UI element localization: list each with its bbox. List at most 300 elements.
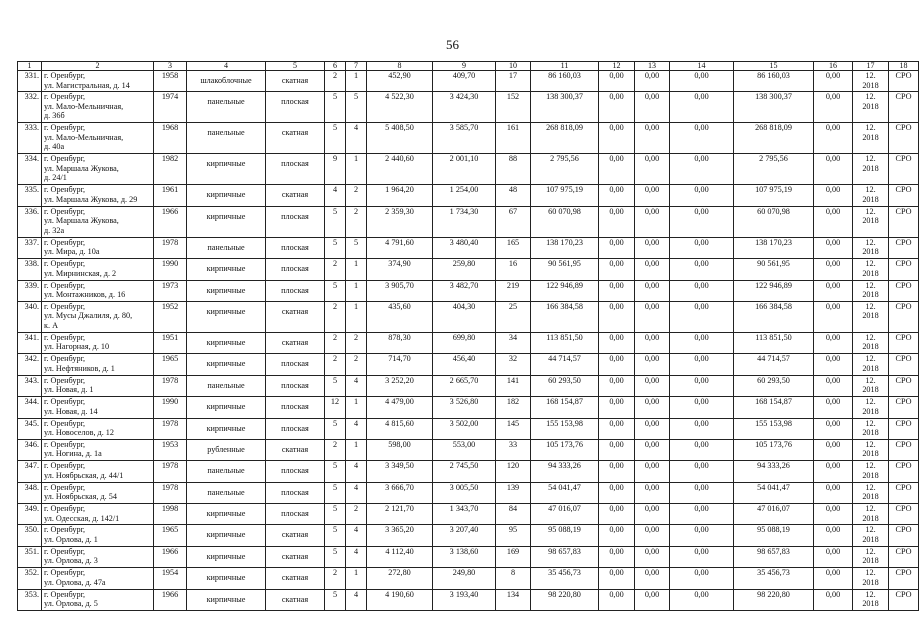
cell-z2: 0,00	[635, 525, 670, 546]
cell-line: ул. Новая, д. 14	[44, 406, 98, 416]
cell-term	[853, 301, 889, 332]
cell-n: 333.	[18, 123, 42, 154]
cell-line: 12.	[865, 418, 876, 428]
cell-line: 2018	[862, 513, 879, 523]
cell-cost: 98 657,83	[531, 546, 599, 567]
cell-addr	[42, 397, 154, 418]
cell-line: ул. Мира, д. 10а	[44, 247, 100, 257]
cell-z1: 0,00	[599, 92, 635, 123]
cell-term	[853, 439, 889, 460]
cell-cost: 268 818,09	[531, 123, 599, 154]
column-header: 5	[266, 62, 325, 71]
cell-src: СРО	[889, 397, 919, 418]
cell-ent: 2	[346, 354, 367, 375]
cell-wall: кирпичные	[187, 354, 266, 375]
cell-line: 12.	[865, 206, 876, 216]
cell-cost2: 107 975,19	[734, 185, 814, 206]
cell-wall: панельные	[187, 123, 266, 154]
cell-src: СРО	[889, 568, 919, 589]
table-row	[18, 461, 919, 482]
cell-floors: 5	[325, 482, 346, 503]
cell-line: г. Оренбург,	[44, 568, 86, 578]
cell-a1: 3 666,70	[367, 482, 433, 503]
cell-cost: 54 041,47	[531, 482, 599, 503]
cell-year: 1952	[154, 301, 187, 332]
cell-z4: 0,00	[814, 546, 853, 567]
cell-a1: 4 479,00	[367, 397, 433, 418]
cell-a2: 404,30	[433, 301, 496, 332]
cell-z2: 0,00	[635, 418, 670, 439]
cell-line: ул. Мирнинская, д. 2	[44, 268, 117, 278]
cell-z3: 0,00	[670, 546, 734, 567]
column-header: 1	[18, 62, 42, 71]
cell-people: 165	[496, 237, 531, 258]
cell-roof: скатная	[266, 123, 325, 154]
cell-roof: скатная	[266, 439, 325, 460]
cell-term	[853, 589, 889, 610]
cell-line: ул. Мусы Джалиля, д. 80,	[44, 311, 133, 321]
column-header: 7	[346, 62, 367, 71]
cell-people: 161	[496, 123, 531, 154]
table-row	[18, 301, 919, 332]
cell-year: 1968	[154, 123, 187, 154]
cell-year: 1974	[154, 92, 187, 123]
cell-a2: 249,80	[433, 568, 496, 589]
cell-roof: плоская	[266, 206, 325, 237]
cell-addr	[42, 375, 154, 396]
cell-people: 120	[496, 461, 531, 482]
cell-line: 12.	[865, 482, 876, 492]
cell-cost2: 2 795,56	[734, 154, 814, 185]
cell-z4: 0,00	[814, 589, 853, 610]
cell-line: 12.	[865, 301, 876, 311]
cell-z3: 0,00	[670, 92, 734, 123]
cell-z1: 0,00	[599, 397, 635, 418]
cell-roof: скатная	[266, 525, 325, 546]
cell-wall: кирпичные	[187, 301, 266, 332]
cell-line: д. 36б	[44, 111, 65, 121]
cell-z2: 0,00	[635, 397, 670, 418]
cell-n: 347.	[18, 461, 42, 482]
cell-line: 2018	[862, 163, 879, 173]
cell-z2: 0,00	[635, 206, 670, 237]
cell-floors: 2	[325, 439, 346, 460]
cell-src: СРО	[889, 482, 919, 503]
cell-z1: 0,00	[599, 280, 635, 301]
cell-people: 25	[496, 301, 531, 332]
cell-z3: 0,00	[670, 123, 734, 154]
cell-line: г. Оренбург,	[44, 354, 86, 364]
cell-a1: 5 408,50	[367, 123, 433, 154]
cell-ent: 4	[346, 123, 367, 154]
cell-z4: 0,00	[814, 259, 853, 280]
cell-src: СРО	[889, 123, 919, 154]
cell-n: 339.	[18, 280, 42, 301]
cell-line: 2018	[862, 470, 879, 480]
cell-a2: 456,40	[433, 354, 496, 375]
cell-wall: панельные	[187, 461, 266, 482]
cell-year: 1978	[154, 482, 187, 503]
cell-z4: 0,00	[814, 71, 853, 92]
cell-addr	[42, 568, 154, 589]
table-row	[18, 525, 919, 546]
cell-line: г. Оренбург,	[44, 546, 86, 556]
cell-cost: 47 016,07	[531, 504, 599, 525]
cell-z4: 0,00	[814, 568, 853, 589]
cell-z3: 0,00	[670, 439, 734, 460]
cell-line: ул. Нагорная, д. 10	[44, 342, 110, 352]
column-header: 16	[814, 62, 853, 71]
cell-cost2: 44 714,57	[734, 354, 814, 375]
cell-z2: 0,00	[635, 92, 670, 123]
column-header: 13	[635, 62, 670, 71]
cell-n: 352.	[18, 568, 42, 589]
cell-z1: 0,00	[599, 504, 635, 525]
cell-year: 1990	[154, 397, 187, 418]
cell-a1: 4 815,60	[367, 418, 433, 439]
cell-cost: 105 173,76	[531, 439, 599, 460]
cell-line: 12.	[865, 154, 876, 164]
cell-roof: скатная	[266, 71, 325, 92]
table-row	[18, 568, 919, 589]
column-header: 3	[154, 62, 187, 71]
cell-z4: 0,00	[814, 354, 853, 375]
cell-floors: 2	[325, 568, 346, 589]
cell-cost: 90 561,95	[531, 259, 599, 280]
cell-line: г. Оренбург,	[44, 237, 86, 247]
cell-wall: рубленные	[187, 439, 266, 460]
cell-line: 12.	[865, 375, 876, 385]
cell-floors: 5	[325, 280, 346, 301]
cell-cost2: 166 384,58	[734, 301, 814, 332]
cell-z2: 0,00	[635, 589, 670, 610]
cell-people: 152	[496, 92, 531, 123]
cell-line: ул. Монтажников, д. 16	[44, 290, 126, 300]
cell-ent: 4	[346, 418, 367, 439]
cell-n: 349.	[18, 504, 42, 525]
cell-a2: 3 526,80	[433, 397, 496, 418]
cell-line: ул. Орлова, д. 47а	[44, 577, 106, 587]
cell-src: СРО	[889, 92, 919, 123]
cell-year: 1982	[154, 154, 187, 185]
cell-wall: кирпичные	[187, 206, 266, 237]
cell-src: СРО	[889, 154, 919, 185]
cell-src: СРО	[889, 71, 919, 92]
cell-line: 12.	[865, 92, 876, 102]
table-row	[18, 418, 919, 439]
cell-line: ул. Орлова, д. 5	[44, 599, 98, 609]
cell-line: 2018	[862, 556, 879, 566]
cell-z2: 0,00	[635, 123, 670, 154]
cell-people: 33	[496, 439, 531, 460]
cell-wall: панельные	[187, 92, 266, 123]
cell-line: г. Оренбург,	[44, 504, 86, 514]
cell-line: ул. Нефтяников, д. 1	[44, 363, 115, 373]
cell-line: 2018	[862, 599, 879, 609]
cell-line: ул. Маршала Жукова, д. 29	[44, 194, 138, 204]
cell-cost2: 168 154,87	[734, 397, 814, 418]
cell-wall: кирпичные	[187, 568, 266, 589]
cell-cost2: 268 818,09	[734, 123, 814, 154]
cell-z3: 0,00	[670, 482, 734, 503]
cell-z2: 0,00	[635, 354, 670, 375]
cell-src: СРО	[889, 332, 919, 353]
cell-term	[853, 123, 889, 154]
cell-year: 1951	[154, 332, 187, 353]
cell-cost2: 113 851,50	[734, 332, 814, 353]
cell-z4: 0,00	[814, 439, 853, 460]
table-row	[18, 154, 919, 185]
cell-z1: 0,00	[599, 375, 635, 396]
cell-term	[853, 397, 889, 418]
cell-src: СРО	[889, 301, 919, 332]
cell-line: 12.	[865, 439, 876, 449]
cell-line: г. Оренбург,	[44, 206, 86, 216]
cell-src: СРО	[889, 280, 919, 301]
cell-people: 141	[496, 375, 531, 396]
cell-a1: 4 112,40	[367, 546, 433, 567]
cell-people: 8	[496, 568, 531, 589]
cell-n: 345.	[18, 418, 42, 439]
cell-cost: 35 456,73	[531, 568, 599, 589]
cell-year: 1966	[154, 546, 187, 567]
cell-cost: 168 154,87	[531, 397, 599, 418]
cell-addr	[42, 589, 154, 610]
cell-floors: 5	[325, 237, 346, 258]
table-row	[18, 589, 919, 610]
cell-n: 337.	[18, 237, 42, 258]
cell-addr	[42, 71, 154, 92]
cell-roof: плоская	[266, 259, 325, 280]
cell-term	[853, 546, 889, 567]
cell-ent: 1	[346, 280, 367, 301]
cell-people: 16	[496, 259, 531, 280]
cell-src: СРО	[889, 259, 919, 280]
cell-addr	[42, 461, 154, 482]
cell-z4: 0,00	[814, 397, 853, 418]
cell-line: 2018	[862, 363, 879, 373]
cell-addr	[42, 354, 154, 375]
cell-line: г. Оренбург,	[44, 123, 86, 133]
housing-table	[17, 61, 919, 611]
cell-z4: 0,00	[814, 301, 853, 332]
cell-z1: 0,00	[599, 237, 635, 258]
cell-addr	[42, 206, 154, 237]
cell-ent: 2	[346, 504, 367, 525]
cell-z1: 0,00	[599, 589, 635, 610]
cell-cost2: 94 333,26	[734, 461, 814, 482]
cell-term	[853, 375, 889, 396]
cell-year: 1954	[154, 568, 187, 589]
cell-addr	[42, 504, 154, 525]
cell-ent: 1	[346, 439, 367, 460]
cell-term	[853, 461, 889, 482]
cell-wall: панельные	[187, 482, 266, 503]
cell-year: 1990	[154, 259, 187, 280]
column-header: 18	[889, 62, 919, 71]
cell-z3: 0,00	[670, 280, 734, 301]
cell-z4: 0,00	[814, 418, 853, 439]
cell-z1: 0,00	[599, 71, 635, 92]
cell-z3: 0,00	[670, 237, 734, 258]
cell-z4: 0,00	[814, 525, 853, 546]
cell-a2: 3 207,40	[433, 525, 496, 546]
cell-n: 335.	[18, 185, 42, 206]
cell-cost: 60 293,50	[531, 375, 599, 396]
cell-wall: кирпичные	[187, 280, 266, 301]
cell-term	[853, 504, 889, 525]
cell-floors: 5	[325, 418, 346, 439]
cell-line: 12.	[865, 546, 876, 556]
cell-z4: 0,00	[814, 206, 853, 237]
cell-z2: 0,00	[635, 332, 670, 353]
cell-a2: 3 138,60	[433, 546, 496, 567]
cell-floors: 2	[325, 301, 346, 332]
cell-cost: 60 070,98	[531, 206, 599, 237]
cell-z4: 0,00	[814, 154, 853, 185]
cell-wall: кирпичные	[187, 185, 266, 206]
cell-ent: 2	[346, 332, 367, 353]
cell-z1: 0,00	[599, 259, 635, 280]
cell-z3: 0,00	[670, 418, 734, 439]
cell-year: 1978	[154, 237, 187, 258]
cell-people: 48	[496, 185, 531, 206]
cell-src: СРО	[889, 461, 919, 482]
cell-addr	[42, 237, 154, 258]
cell-z1: 0,00	[599, 332, 635, 353]
cell-z3: 0,00	[670, 354, 734, 375]
cell-line: 12.	[865, 237, 876, 247]
cell-year: 1961	[154, 185, 187, 206]
cell-src: СРО	[889, 375, 919, 396]
column-header: 2	[42, 62, 154, 71]
cell-z1: 0,00	[599, 185, 635, 206]
cell-line: 12.	[865, 123, 876, 133]
cell-year: 1958	[154, 71, 187, 92]
cell-cost2: 54 041,47	[734, 482, 814, 503]
cell-line: г. Оренбург,	[44, 375, 86, 385]
cell-cost: 122 946,89	[531, 280, 599, 301]
table-row	[18, 92, 919, 123]
cell-n: 342.	[18, 354, 42, 375]
cell-term	[853, 568, 889, 589]
cell-line: г. Оренбург,	[44, 185, 86, 195]
cell-roof: скатная	[266, 332, 325, 353]
cell-ent: 2	[346, 185, 367, 206]
table-row	[18, 259, 919, 280]
cell-ent: 5	[346, 92, 367, 123]
cell-z1: 0,00	[599, 154, 635, 185]
cell-z1: 0,00	[599, 123, 635, 154]
cell-line: 2018	[862, 342, 879, 352]
cell-cost: 166 384,58	[531, 301, 599, 332]
cell-ent: 4	[346, 525, 367, 546]
cell-term	[853, 71, 889, 92]
cell-n: 334.	[18, 154, 42, 185]
cell-cost2: 138 300,37	[734, 92, 814, 123]
cell-wall: кирпичные	[187, 418, 266, 439]
cell-roof: плоская	[266, 375, 325, 396]
cell-people: 67	[496, 206, 531, 237]
cell-a2: 553,00	[433, 439, 496, 460]
cell-line: 2018	[862, 449, 879, 459]
cell-cost: 95 088,19	[531, 525, 599, 546]
cell-addr	[42, 546, 154, 567]
cell-z2: 0,00	[635, 482, 670, 503]
cell-cost2: 155 153,98	[734, 418, 814, 439]
cell-line: д. 40а	[44, 142, 65, 152]
cell-cost2: 47 016,07	[734, 504, 814, 525]
cell-floors: 2	[325, 259, 346, 280]
cell-z4: 0,00	[814, 482, 853, 503]
cell-line: 2018	[862, 385, 879, 395]
cell-term	[853, 332, 889, 353]
cell-line: 2018	[862, 577, 879, 587]
column-header: 9	[433, 62, 496, 71]
cell-z3: 0,00	[670, 154, 734, 185]
cell-z2: 0,00	[635, 375, 670, 396]
cell-line: ул. Новая, д. 1	[44, 385, 94, 395]
cell-floors: 5	[325, 525, 346, 546]
cell-addr	[42, 439, 154, 460]
cell-line: 2018	[862, 247, 879, 257]
cell-a2: 2 001,10	[433, 154, 496, 185]
table-row	[18, 354, 919, 375]
cell-line: г. Оренбург,	[44, 589, 86, 599]
cell-year: 1978	[154, 375, 187, 396]
cell-addr	[42, 92, 154, 123]
cell-line: д. 24/1	[44, 173, 67, 183]
table-row	[18, 546, 919, 567]
cell-z2: 0,00	[635, 259, 670, 280]
cell-z4: 0,00	[814, 332, 853, 353]
cell-line: 2018	[862, 534, 879, 544]
cell-a2: 259,80	[433, 259, 496, 280]
cell-z3: 0,00	[670, 504, 734, 525]
cell-ent: 4	[346, 482, 367, 503]
cell-floors: 9	[325, 154, 346, 185]
cell-z4: 0,00	[814, 461, 853, 482]
cell-cost: 113 851,50	[531, 332, 599, 353]
cell-n: 350.	[18, 525, 42, 546]
cell-a1: 2 121,70	[367, 504, 433, 525]
cell-line: г. Оренбург,	[44, 482, 86, 492]
column-header: 11	[531, 62, 599, 71]
cell-a1: 1 964,20	[367, 185, 433, 206]
cell-floors: 5	[325, 206, 346, 237]
table-row	[18, 397, 919, 418]
cell-floors: 12	[325, 397, 346, 418]
column-number-row	[18, 62, 919, 71]
cell-line: 12.	[865, 259, 876, 269]
cell-line: д. 32а	[44, 225, 65, 235]
cell-ent: 1	[346, 259, 367, 280]
cell-cost2: 122 946,89	[734, 280, 814, 301]
cell-line: 2018	[862, 132, 879, 142]
cell-line: г. Оренбург,	[44, 397, 86, 407]
cell-people: 95	[496, 525, 531, 546]
column-header: 15	[734, 62, 814, 71]
cell-term	[853, 185, 889, 206]
cell-z2: 0,00	[635, 461, 670, 482]
cell-roof: скатная	[266, 589, 325, 610]
cell-z1: 0,00	[599, 461, 635, 482]
cell-line: 2018	[862, 428, 879, 438]
cell-z4: 0,00	[814, 375, 853, 396]
cell-addr	[42, 482, 154, 503]
cell-a2: 2 665,70	[433, 375, 496, 396]
cell-a1: 374,90	[367, 259, 433, 280]
